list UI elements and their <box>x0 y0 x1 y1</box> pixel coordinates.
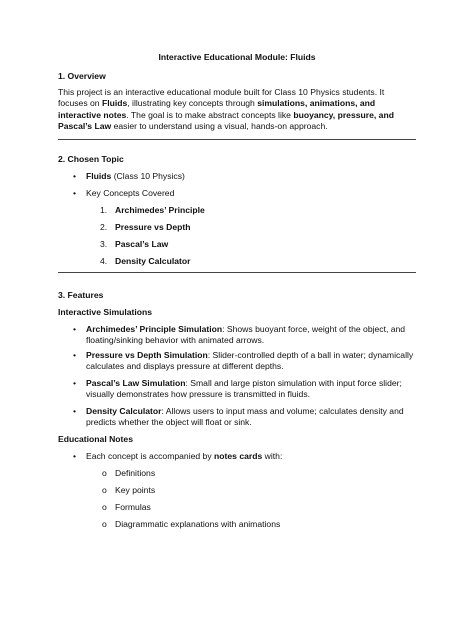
overview-text-1: This project is an interactive educational module built for Class 10 Physics students. It focuses on <box>58 87 385 109</box>
notes-text-2: with: <box>262 451 283 461</box>
notes-bold: notes cards <box>214 451 263 461</box>
overview-paragraph <box>58 87 416 132</box>
concept-number: 3. <box>100 239 108 249</box>
sub-bullet-glyph: o <box>102 502 107 512</box>
topic-concepts-label: Key Concepts Covered <box>86 188 175 198</box>
bullet-glyph: • <box>73 451 77 461</box>
simulation-name: Density Calculator <box>86 406 162 416</box>
bullet-glyph: • <box>73 188 77 198</box>
overview-heading: 1. Overview <box>58 71 106 81</box>
concept-label: Archimedes’ Principle <box>115 205 205 215</box>
concept-label: Pascal’s Law <box>115 239 169 249</box>
concept-number: 2. <box>100 222 108 232</box>
bullet-glyph: • <box>73 324 77 334</box>
concept-number: 4. <box>100 256 108 266</box>
notes-item-label: Diagrammatic explanations with animations <box>115 519 281 529</box>
overview-text-4: easier to understand using a visual, hands-on approach. <box>111 121 328 132</box>
simulation-desc: : Slider-controlled depth of a ball in water; dynamically calculates and displays pressure at different depths. <box>86 350 414 372</box>
simulation-name: Archimedes’ Principle Simulation <box>86 324 223 334</box>
concept-number: 1. <box>100 205 108 215</box>
sub-bullet-glyph: o <box>102 485 107 495</box>
section-divider <box>58 272 416 273</box>
topic-heading: 2. Chosen Topic <box>58 154 124 164</box>
bullet-glyph: • <box>73 350 77 360</box>
simulation-desc: : Allows users to input mass and volume; calculates density and predicts whether the object will float or sink. <box>86 406 404 428</box>
simulations-heading: Interactive Simulations <box>58 307 153 317</box>
overview-bold-fluids: Fluids <box>101 98 128 109</box>
overview-bold-concepts: buoyancy, pressure, and Pascal’s Law <box>58 109 394 132</box>
overview-text-3: . The goal is to make abstract concepts like <box>126 109 294 120</box>
features-heading: 3. Features <box>58 290 104 300</box>
sub-bullet-glyph: o <box>102 519 107 529</box>
document-title: Interactive Educational Module: Fluids <box>158 52 316 62</box>
simulation-desc: : Small and large piston simulation with input force slider; visually demonstrates how pressure is transmitted in fluids. <box>86 378 402 400</box>
concept-label: Density Calculator <box>115 256 191 266</box>
bullet-glyph: • <box>73 406 77 416</box>
topic-fluids-rest: (Class 10 Physics) <box>111 171 185 181</box>
notes-heading: Educational Notes <box>58 434 133 444</box>
overview-text-2: , illustrating key concepts through <box>127 98 258 109</box>
sub-bullet-glyph: o <box>102 468 107 478</box>
notes-item-label: Formulas <box>115 502 151 512</box>
bullet-glyph: • <box>73 171 77 181</box>
overview-bold-sims: simulations, animations, and interactive notes <box>58 98 376 120</box>
simulation-name: Pascal’s Law Simulation <box>86 378 186 388</box>
topic-fluids-bold: Fluids <box>86 171 112 181</box>
notes-item-label: Definitions <box>115 468 156 478</box>
bullet-glyph: • <box>73 378 77 388</box>
notes-item-label: Key points <box>115 485 156 495</box>
simulation-desc: : Shows buoyant force, weight of the object, and floating/sinking behavior with animated arrows. <box>86 324 406 346</box>
concept-label: Pressure vs Depth <box>115 222 191 232</box>
section-divider <box>58 139 416 140</box>
notes-text-1: Each concept is accompanied by <box>86 451 215 461</box>
simulation-name: Pressure vs Depth Simulation <box>86 350 208 360</box>
